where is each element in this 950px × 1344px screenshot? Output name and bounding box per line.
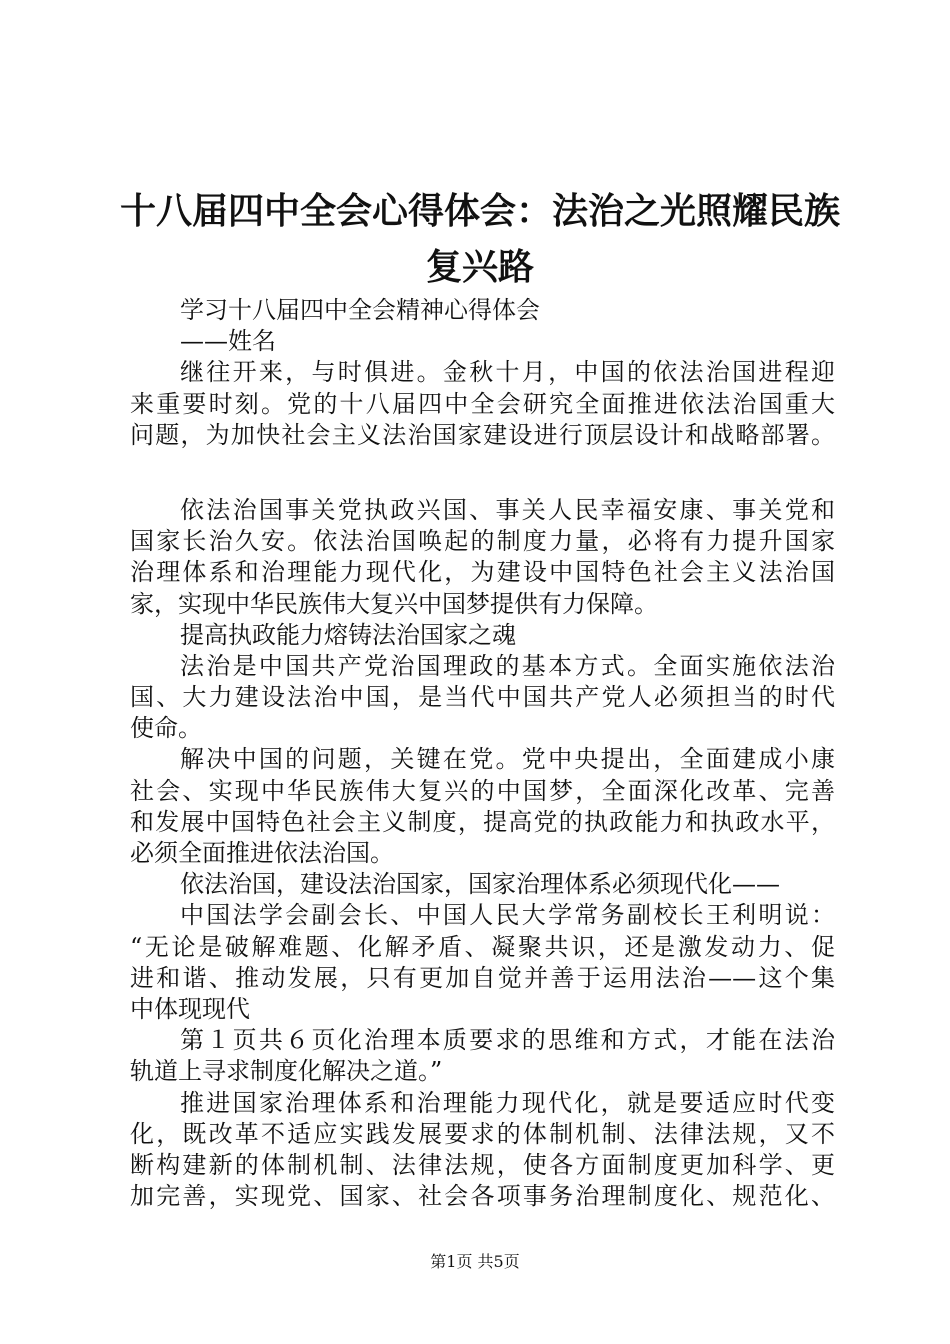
author-line: ——姓名 — [180, 327, 276, 356]
paragraph-line: 加完善，实现党、国家、社会各项事务治理制度化、规范化、 — [130, 1182, 835, 1211]
paragraph-line: 依法治国，建设法治国家，国家治理体系必须现代化—— — [180, 870, 780, 899]
paragraph-line: 治理体系和治理能力现代化，为建设中国特色社会主义法治国 — [130, 558, 835, 587]
paragraph-line: 社会、实现中华民族伟大复兴的中国梦，全面深化改革、完善 — [130, 776, 835, 805]
paragraph-line: 第１页共６页化治理本质要求的思维和方式，才能在法治 — [180, 1026, 835, 1055]
paragraph-line: 依法治国事关党执政兴国、事关人民幸福安康、事关党和 — [180, 495, 835, 524]
paragraph-line: 必须全面推进依法治国。 — [130, 839, 394, 867]
paragraph-line: 进和谐、推动发展，只有更加自觉并善于运用法治——这个集 — [130, 963, 835, 992]
paragraph-line: 法治是中国共产党治国理政的基本方式。全面实施依法治 — [180, 651, 835, 680]
paragraph-line: 化，既改革不适应实践发展要求的体制机制、法律法规，又不 — [130, 1119, 835, 1148]
paragraph-line: 推进国家治理体系和治理能力现代化，就是要适应时代变 — [180, 1088, 835, 1117]
paragraph-line: 国家长治久安。依法治国唤起的制度力量，必将有力提升国家 — [130, 527, 835, 556]
document-title-line-1: 十八届四中全会心得体会：法治之光照耀民族 — [119, 191, 840, 232]
document-title-line-2: 复兴路 — [425, 247, 534, 288]
paragraph-line: 和发展中国特色社会主义制度，提高党的执政能力和执政水平， — [130, 807, 835, 836]
paragraph-line: 中体现现代 — [130, 994, 250, 1023]
paragraph-line: 断构建新的体制机制、法律法规，使各方面制度更加科学、更 — [130, 1150, 835, 1179]
paragraph-line: 使命。 — [130, 714, 202, 743]
paragraph-line: 家，实现中华民族伟大复兴中国梦提供有力保障。 — [130, 589, 658, 618]
paragraph-line: “无论是破解难题、化解矛盾、凝聚共识，还是激发动力、促 — [130, 932, 835, 961]
document-body — [130, 295, 835, 1212]
paragraph-line: 解决中国的问题，关键在党。党中央提出，全面建成小康 — [180, 745, 835, 774]
paragraph-line: 轨道上寻求制度化解决之道。” — [130, 1057, 443, 1086]
subtitle: 学习十八届四中全会精神心得体会 — [180, 296, 540, 324]
paragraph-line: 中国法学会副会长、中国人民大学常务副校长王利明说： — [180, 901, 835, 930]
paragraph-line: 继往开来，与时俱进。金秋十月，中国的依法治国进程迎 — [180, 358, 835, 387]
paragraph-line: 来重要时刻。党的十八届四中全会研究全面推进依法治国重大 — [130, 389, 835, 418]
page-footer: 第1页 共5页 — [430, 1252, 520, 1271]
section-heading: 提高执政能力熔铸法治国家之魂 — [180, 620, 516, 649]
paragraph-line: 问题，为加快社会主义法治国家建设进行顶层设计和战略部署。 — [130, 420, 835, 449]
paragraph-line: 国、大力建设法治中国，是当代中国共产党人必须担当的时代 — [130, 683, 835, 712]
